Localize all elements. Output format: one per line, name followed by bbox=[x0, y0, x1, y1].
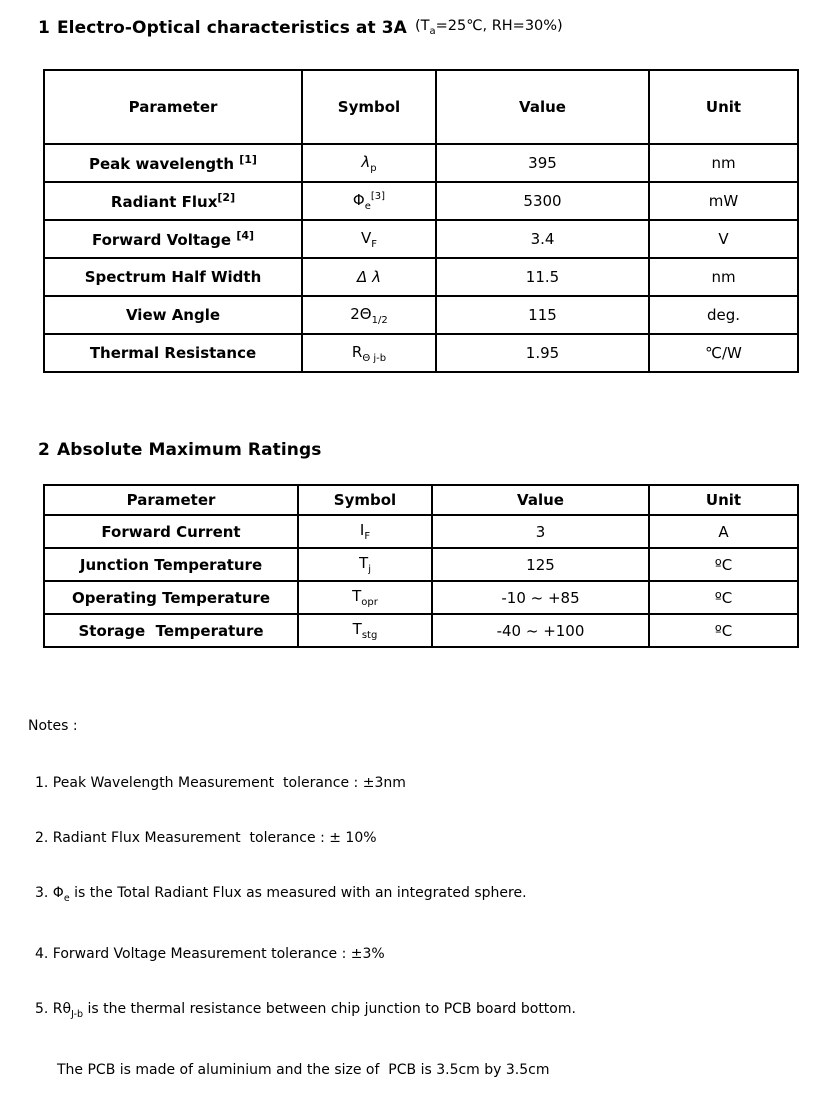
value-cell: 115 bbox=[436, 296, 649, 334]
note-item-3: 3. $\Phi_e$ is the Total Radiant Flux as measured with an integrated sphere. bbox=[35, 885, 527, 904]
header-row bbox=[44, 485, 798, 515]
column-header-symbol: Symbol bbox=[302, 70, 436, 144]
value-cell: -10 ~ +85 bbox=[432, 581, 649, 614]
value-cell: 11.5 bbox=[436, 258, 649, 296]
section1-heading bbox=[38, 18, 563, 38]
absolute-maximum-ratings-table bbox=[43, 484, 799, 648]
value-cell: 1.95 bbox=[436, 334, 649, 372]
param-cell: Peak wavelength [1] bbox=[44, 144, 302, 182]
note-item-2: 2. Radiant Flux Measurement tolerance : ± 10% bbox=[35, 830, 377, 846]
unit-cell: ºC bbox=[649, 548, 798, 581]
header-row bbox=[44, 70, 798, 144]
symbol-cell: Δ λ bbox=[302, 258, 436, 296]
symbol-cell: $\Phi_e[3]$ bbox=[302, 182, 436, 220]
param-cell: Forward Current bbox=[44, 515, 298, 548]
column-header-unit: Unit bbox=[649, 70, 798, 144]
value-cell: -40 ~ +100 bbox=[432, 614, 649, 647]
unit-cell: nm bbox=[649, 258, 798, 296]
electro-optical-table bbox=[43, 69, 799, 373]
table-row bbox=[44, 220, 798, 258]
table-row bbox=[44, 515, 798, 548]
section1-test-condition: ($T_a=25℃$, RH=30%) bbox=[414, 18, 563, 37]
param-cell: Spectrum Half Width bbox=[44, 258, 302, 296]
unit-cell: mW bbox=[649, 182, 798, 220]
section1-title: Electro-Optical characteristics at 3A bbox=[56, 18, 407, 38]
section2-heading bbox=[38, 440, 322, 460]
column-header-parameter: Parameter bbox=[44, 485, 298, 515]
note-item-4: 4. Forward Voltage Measurement tolerance : ±3% bbox=[35, 945, 385, 962]
unit-cell: nm bbox=[649, 144, 798, 182]
symbol-cell: $I_F$ bbox=[298, 515, 432, 548]
column-header-symbol: Symbol bbox=[298, 485, 432, 515]
symbol-cell: $R_{\Theta j-b}$ bbox=[302, 334, 436, 372]
unit-cell: deg. bbox=[649, 296, 798, 334]
symbol-cell: $T_j$ bbox=[298, 548, 432, 581]
notes-title: Notes : bbox=[28, 718, 78, 734]
unit-cell: ºC bbox=[649, 581, 798, 614]
param-cell: Thermal Resistance bbox=[44, 334, 302, 372]
section1-number: 1 bbox=[38, 18, 50, 38]
table-row bbox=[44, 614, 798, 647]
unit-cell: ℃/W bbox=[649, 334, 798, 372]
value-cell: 5300 bbox=[436, 182, 649, 220]
symbol-cell: $2\Theta_{1/2}$ bbox=[302, 296, 436, 334]
value-cell: 395 bbox=[436, 144, 649, 182]
column-header-value: Value bbox=[436, 70, 649, 144]
symbol-cell: $V_F$ bbox=[302, 220, 436, 258]
notes-section bbox=[28, 684, 808, 1099]
param-cell: Forward Voltage [4] bbox=[44, 220, 302, 258]
table-row bbox=[44, 258, 798, 296]
param-cell: Operating Temperature bbox=[44, 581, 298, 614]
unit-cell: A bbox=[649, 515, 798, 548]
table-row bbox=[44, 548, 798, 581]
note-item-5-continued: The PCB is made of aluminium and the size of PCB is 3.5cm by 3.5cm bbox=[57, 1061, 550, 1078]
table-row bbox=[44, 296, 798, 334]
symbol-cell: $T_{opr}$ bbox=[298, 581, 432, 614]
value-cell: 3.4 bbox=[436, 220, 649, 258]
param-cell: Junction Temperature bbox=[44, 548, 298, 581]
section2-title: Absolute Maximum Ratings bbox=[56, 440, 322, 460]
param-cell: Radiant Flux[2] bbox=[44, 182, 302, 220]
unit-cell: V bbox=[649, 220, 798, 258]
column-header-unit: Unit bbox=[649, 485, 798, 515]
value-cell: 3 bbox=[432, 515, 649, 548]
note-item-5: 5. $R\theta_{J-b}$ is the thermal resistance between chip junction to PCB board bottom. bbox=[35, 1000, 576, 1020]
param-cell: Storage Temperature bbox=[44, 614, 298, 647]
column-header-parameter: Parameter bbox=[44, 70, 302, 144]
table-row bbox=[44, 581, 798, 614]
table-row bbox=[44, 334, 798, 372]
column-header-value: Value bbox=[432, 485, 649, 515]
section2-number: 2 bbox=[38, 440, 50, 460]
value-cell: 125 bbox=[432, 548, 649, 581]
symbol-cell: $\lambda_p$ bbox=[302, 144, 436, 182]
table-row bbox=[44, 144, 798, 182]
unit-cell: ºC bbox=[649, 614, 798, 647]
note-item-1: 1. Peak Wavelength Measurement tolerance : ±3nm bbox=[35, 775, 406, 791]
param-cell: View Angle bbox=[44, 296, 302, 334]
symbol-cell: $T_{stg}$ bbox=[298, 614, 432, 647]
table-row bbox=[44, 182, 798, 220]
